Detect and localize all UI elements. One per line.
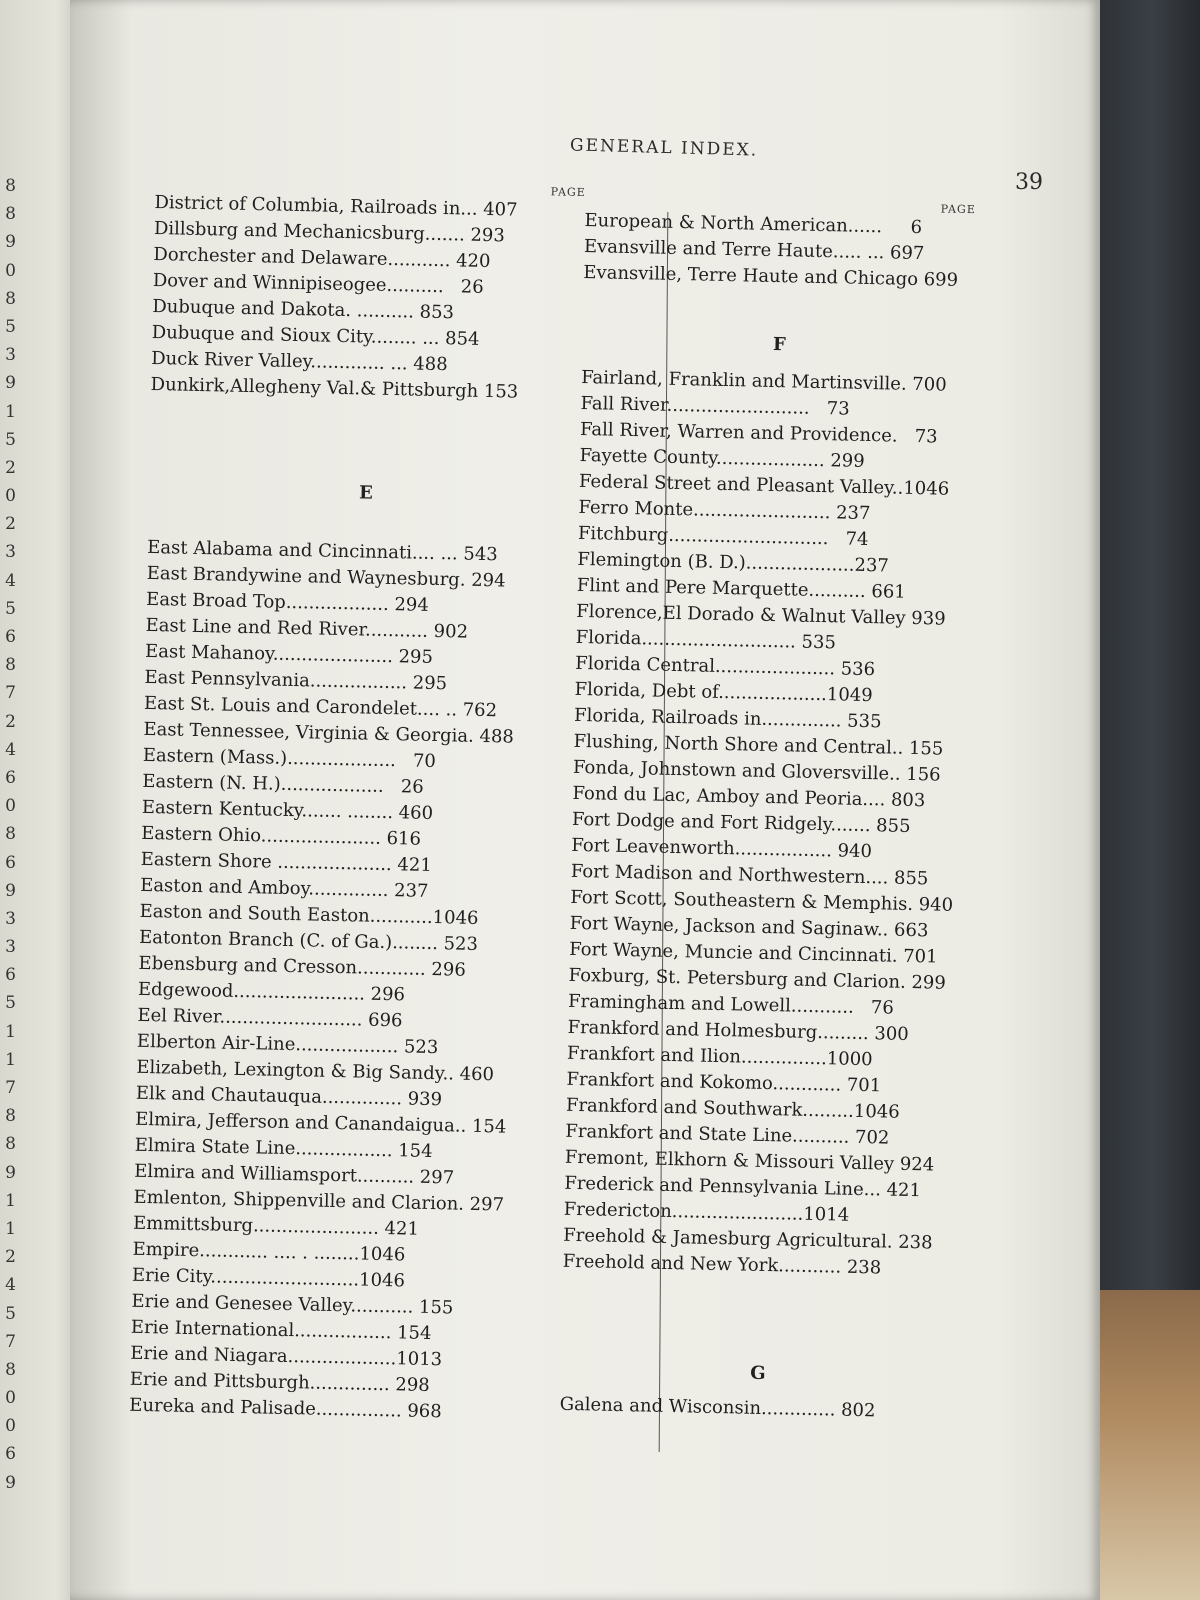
- entry-name: Eastern (N. H.)..................: [142, 770, 384, 797]
- entry-page-number: 661: [871, 581, 906, 603]
- running-title: GENERAL INDEX.: [569, 135, 759, 161]
- entry-name: East Alabama and Cincinnati.... ...: [147, 536, 458, 565]
- entry-page-number: 854: [444, 328, 480, 350]
- margin-number: 1: [5, 1218, 16, 1239]
- entry-name: Florence,El Dorado & Walnut Valley: [576, 600, 906, 629]
- margin-number: 6: [5, 627, 16, 647]
- entry-page-number: 803: [890, 789, 926, 812]
- entry-name: Fairland, Franklin and Martinsville.: [580, 366, 907, 395]
- margin-number: 6: [5, 965, 16, 986]
- entry-name: Fort Leavenworth.................: [571, 834, 833, 862]
- entry-page-number: 237: [393, 880, 429, 902]
- entry-name: Eastern Ohio.....................: [141, 822, 382, 849]
- entry-name: East Pennsylvania.................: [144, 666, 408, 694]
- entry-page-number: 1046: [853, 1100, 900, 1123]
- entry-page-number: 296: [370, 983, 406, 1006]
- entry-name: Fond du Lac, Amboy and Peoria....: [572, 782, 886, 811]
- entry-name: Eatonton Branch (C. of Ga.)........: [138, 926, 439, 955]
- e-entries-continued: [583, 208, 980, 294]
- margin-number: 6: [5, 767, 16, 788]
- entry-page-number: 26: [460, 276, 484, 298]
- entry-name: Dubuque and Dakota. ..........: [152, 295, 415, 323]
- entry-page-number: 488: [413, 353, 448, 376]
- entry-name: Fayette County...................: [579, 444, 825, 472]
- entry-name: Eastern (Mass.)...................: [142, 744, 397, 772]
- entry-name: Ferro Monte........................: [578, 496, 831, 524]
- entry-page-number: 153: [483, 380, 519, 403]
- entry-name: Eastern Kentucky....... ........: [141, 796, 394, 824]
- entry-page-number: 74: [845, 528, 869, 551]
- page-column-label: PAGE: [940, 202, 976, 217]
- entry-name: Fort Madison and Northwestern....: [570, 860, 889, 889]
- margin-number: 2: [5, 514, 16, 535]
- margin-number: 3: [5, 908, 16, 929]
- entry-name: Fremont, Elkhorn & Missouri Valley: [564, 1146, 895, 1175]
- entry-name: Erie City..........................: [131, 1264, 360, 1291]
- entry-name: Galena and Wisconsin.............: [559, 1393, 836, 1421]
- margin-number: 9: [5, 1472, 16, 1493]
- entry-page-number: 1046: [432, 906, 479, 929]
- entry-name: Freehold & Jamesburg Agricultural.: [563, 1224, 893, 1253]
- entry-name: Evansville and Terre Haute..... ...: [583, 235, 885, 264]
- entry-page-number: 294: [394, 594, 430, 616]
- entry-name: Erie and Niagara...................: [130, 1342, 397, 1370]
- entry-page-number: 1046: [903, 477, 950, 500]
- margin-number: 6: [5, 852, 16, 873]
- entry-name: East Tennessee, Virginia & Georgia.: [143, 718, 475, 747]
- entry-name: Frederick and Pennsylvania Line...: [564, 1172, 882, 1201]
- entry-page-number: 663: [893, 919, 929, 942]
- entry-name: East Line and Red River...........: [145, 614, 429, 642]
- entry-name: Dunkirk,Allegheny Val.& Pittsburgh: [150, 373, 479, 402]
- entry-page-number: 297: [469, 1193, 505, 1216]
- entry-name: Easton and South Easton...........: [139, 900, 433, 928]
- entry-page-number: 296: [431, 958, 466, 981]
- entry-page-number: 299: [830, 450, 865, 472]
- entry-name: Duck River Valley............. ...: [151, 347, 408, 375]
- entry-page-number: 535: [801, 631, 837, 654]
- margin-number: 0: [5, 1388, 16, 1409]
- margin-number: 7: [5, 683, 16, 704]
- d-entries: [150, 190, 589, 407]
- margin-number: 1: [5, 1049, 16, 1070]
- entry-name: Federal Street and Pleasant Valley..: [578, 470, 904, 499]
- entry-name: Elberton Air-Line..................: [136, 1030, 399, 1058]
- entry-name: European & North American......: [584, 209, 883, 238]
- entry-page-number: 523: [403, 1036, 439, 1059]
- entry-name: Elmira and Williamsport..........: [133, 1160, 415, 1188]
- entry-page-number: 73: [914, 425, 938, 448]
- margin-number: 1: [5, 401, 16, 422]
- margin-number: 9: [5, 880, 16, 901]
- entry-name: Fort Dodge and Fort Ridgely.......: [571, 808, 871, 837]
- page-number: 39: [1015, 170, 1043, 195]
- entry-page-number: 701: [902, 945, 938, 968]
- entry-page-number: 523: [443, 933, 479, 955]
- entry-name: Frankfort and State Line..........: [565, 1120, 850, 1148]
- entry-page-number: 70: [412, 750, 437, 773]
- margin-number: 8: [5, 824, 16, 845]
- margin-number: 7: [5, 1331, 16, 1352]
- e-entries: [129, 535, 582, 1428]
- entry-page-number: 298: [395, 1374, 430, 1397]
- entry-page-number: 155: [908, 737, 944, 760]
- entry-name: Frankfort and Kokomo............: [566, 1068, 842, 1096]
- entry-page-number: 154: [471, 1115, 507, 1138]
- entry-name: Flushing, North Shore and Central..: [573, 730, 904, 759]
- section-heading-e: E: [358, 482, 374, 504]
- f-entries: [562, 365, 976, 1283]
- entry-page-number: 300: [874, 1023, 909, 1045]
- entry-page-number: 702: [854, 1126, 890, 1149]
- entry-page-number: 697: [889, 242, 925, 265]
- entry-page-number: 297: [419, 1166, 455, 1189]
- entry-page-number: 939: [407, 1088, 443, 1111]
- entry-page-number: 543: [463, 543, 498, 566]
- entry-page-number: 155: [418, 1296, 454, 1319]
- entry-page-number: 1049: [826, 684, 873, 707]
- entry-page-number: 73: [826, 398, 850, 420]
- margin-number: 3: [5, 542, 16, 563]
- margin-number: 0: [5, 1416, 16, 1437]
- entry-page-number: 76: [870, 997, 895, 1019]
- entry-name: Fredericton.......................: [563, 1198, 804, 1225]
- margin-number: 2: [5, 457, 16, 478]
- entry-name: Elk and Chautauqua..............: [135, 1082, 403, 1110]
- entry-name: Florida, Railroads in..............: [573, 704, 842, 732]
- left-index-column: [129, 178, 590, 1428]
- entry-page-number: 238: [846, 1256, 882, 1279]
- entry-name: East Broad Top..................: [145, 588, 390, 615]
- entry-name: Flemington (B. D.)..................: [577, 548, 850, 576]
- margin-number: 8: [5, 1134, 16, 1155]
- margin-number: 8: [5, 655, 16, 676]
- entry-name: Fall River, Warren and Providence.: [579, 418, 898, 447]
- section-heading-g: G: [749, 1362, 766, 1385]
- right-index-column: [559, 196, 980, 1426]
- entry-page-number: 536: [840, 658, 876, 681]
- margin-number: 2: [5, 711, 16, 732]
- entry-name: Evansville, Terre Haute and Chicago: [583, 261, 919, 290]
- entry-page-number: 421: [384, 1218, 420, 1240]
- entry-page-number: 6: [910, 216, 923, 239]
- entry-name: East St. Louis and Carondelet.... ..: [143, 692, 458, 721]
- entry-page-number: 237: [835, 502, 871, 525]
- entry-page-number: 407: [482, 198, 518, 221]
- entry-page-number: 1014: [803, 1203, 850, 1226]
- entry-page-number: 421: [397, 854, 432, 876]
- entry-page-number: 855: [875, 815, 911, 837]
- entry-page-number: 154: [398, 1140, 433, 1163]
- entry-page-number: 488: [479, 725, 515, 748]
- entry-page-number: 696: [367, 1009, 403, 1032]
- margin-number: 7: [5, 1078, 16, 1098]
- entry-name: Eastern Shore ....................: [140, 848, 392, 876]
- entry-name: Framingham and Lowell...........: [567, 990, 855, 1018]
- entry-page-number: 156: [906, 763, 941, 786]
- entry-page-number: 421: [886, 1179, 922, 1202]
- margin-number: 0: [5, 260, 16, 281]
- margin-number: 0: [5, 486, 16, 507]
- entry-name: Dover and Winnipiseogee..........: [152, 269, 444, 298]
- margin-number: 9: [5, 373, 16, 394]
- entry-page-number: 293: [470, 224, 506, 247]
- entry-page-number: 699: [923, 269, 959, 291]
- entry-name: Frankford and Southwark.........: [565, 1094, 855, 1122]
- entry-name: Fort Wayne, Muncie and Cincinnati.: [569, 938, 898, 967]
- margin-number: 9: [5, 232, 16, 253]
- entry-page-number: 1000: [826, 1048, 873, 1071]
- entry-name: East Mahanoy.....................: [144, 640, 394, 668]
- entry-name: District of Columbia, Railroads in...: [154, 191, 478, 220]
- margin-number: 5: [5, 429, 16, 450]
- entry-name: Dillsburg and Mechanicsburg.......: [153, 217, 466, 246]
- entry-name: Edgewood.......................: [137, 978, 366, 1005]
- margin-number: 8: [5, 1359, 16, 1380]
- margin-number: 5: [5, 1303, 16, 1324]
- entry-name: Florida Central.....................: [574, 652, 836, 680]
- entry-name: Eel River.........................: [137, 1004, 363, 1031]
- entry-name: Fort Wayne, Jackson and Saginaw..: [569, 912, 889, 941]
- margin-number: 2: [5, 1247, 16, 1268]
- entry-page-number: 940: [837, 840, 873, 863]
- margin-number: 3: [5, 345, 16, 366]
- margin-number: 5: [5, 993, 16, 1014]
- entry-page-number: 535: [846, 710, 882, 733]
- entry-page-number: 460: [459, 1063, 495, 1086]
- margin-number: 1: [5, 1190, 16, 1211]
- entry-name: Florida, Debt of...................: [574, 678, 828, 706]
- entry-page-number: 853: [419, 301, 455, 324]
- entry-name: Dorchester and Delaware...........: [153, 243, 451, 272]
- entry-name: Emmittsburg......................: [132, 1212, 380, 1239]
- entry-name: Frankford and Holmesburg.........: [567, 1016, 869, 1045]
- entry-name: Elizabeth, Lexington & Big Sandy..: [136, 1056, 455, 1085]
- margin-number: 8: [5, 204, 16, 225]
- margin-number: 1: [5, 1021, 16, 1042]
- entry-name: Erie and Genesee Valley...........: [131, 1290, 414, 1318]
- previous-page-edge: [0, 0, 80, 1600]
- margin-number: 5: [5, 598, 16, 619]
- entry-name: Flint and Pere Marquette..........: [576, 574, 866, 602]
- margin-number: 8: [5, 288, 16, 309]
- margin-number: 4: [5, 1275, 16, 1296]
- margin-number: 8: [5, 1106, 16, 1127]
- entry-name: Ebensburg and Cresson............: [138, 952, 426, 980]
- entry-page-number: 154: [396, 1322, 432, 1345]
- entry-page-number: 1046: [358, 1269, 406, 1292]
- entry-page-number: 460: [398, 802, 434, 824]
- entry-name: Foxburg, St. Petersburg and Clarion.: [568, 964, 907, 993]
- entry-page-number: 924: [899, 1153, 935, 1176]
- entry-name: Fall River.........................: [580, 392, 810, 419]
- entry-name: East Brandywine and Waynesburg.: [146, 562, 466, 591]
- entry-name: Frankfort and Ilion...............: [566, 1042, 828, 1070]
- entry-page-number: 295: [412, 672, 448, 695]
- section-heading-f: F: [772, 333, 787, 356]
- entry-name: Eureka and Palisade...............: [129, 1394, 402, 1422]
- entry-page-number: 700: [912, 373, 947, 396]
- entry-page-number: 26: [400, 776, 424, 798]
- entry-name: Erie International.................: [130, 1316, 392, 1344]
- margin-number: 9: [5, 1162, 16, 1183]
- entry-page-number: 1013: [396, 1348, 443, 1371]
- entry-page-number: 762: [462, 699, 498, 722]
- entry-name: Elmira State Line.................: [134, 1134, 393, 1162]
- entry-name: Dubuque and Sioux City........ ...: [151, 321, 440, 349]
- margin-number: 6: [5, 1444, 16, 1465]
- entry-name: Freehold and New York...........: [562, 1250, 842, 1278]
- entry-name: Emlenton, Shippenville and Clarion.: [133, 1186, 465, 1215]
- entry-name: Empire............ .... . ........: [132, 1238, 360, 1265]
- previous-page-numbers: [0, 172, 16, 1497]
- entry-name: Florida...........................: [575, 626, 797, 653]
- entry-page-number: 902: [433, 620, 469, 643]
- entry-page-number: 299: [911, 972, 947, 994]
- margin-number: 4: [5, 739, 16, 760]
- entry-page-number: 238: [897, 1231, 933, 1254]
- entry-page-number: 968: [407, 1400, 442, 1423]
- page-column-label: PAGE: [550, 185, 586, 200]
- margin-number: 5: [5, 316, 16, 337]
- entry-page-number: 939: [911, 607, 946, 630]
- entry-page-number: 940: [918, 894, 954, 916]
- entry-name: Fitchburg............................: [577, 522, 829, 550]
- margin-number: 3: [5, 937, 16, 958]
- entry-page-number: 294: [470, 569, 506, 592]
- entry-name: Erie and Pittsburgh..............: [129, 1368, 390, 1396]
- entry-page-number: 855: [893, 867, 929, 890]
- entry-page-number: 295: [398, 646, 434, 668]
- entry-page-number: 701: [846, 1074, 882, 1097]
- entry-name: Fonda, Johnstown and Gloversville..: [572, 756, 901, 785]
- entry-name: Easton and Amboy..............: [139, 874, 389, 902]
- entry-page-number: 616: [386, 827, 422, 850]
- entry-page-number: 420: [455, 250, 491, 273]
- margin-number: 8: [5, 176, 16, 196]
- entry-page-number: 802: [840, 1399, 876, 1422]
- margin-number: 0: [5, 796, 16, 817]
- entry-name: Fort Scott, Southeastern & Memphis.: [570, 886, 914, 916]
- entry-page-number: 1046: [359, 1243, 406, 1266]
- entry-name: Elmira, Jefferson and Canandaigua..: [135, 1108, 467, 1137]
- margin-number: 4: [5, 570, 16, 591]
- entry-page-number: .237: [848, 554, 890, 577]
- table-surface: [1100, 1290, 1200, 1600]
